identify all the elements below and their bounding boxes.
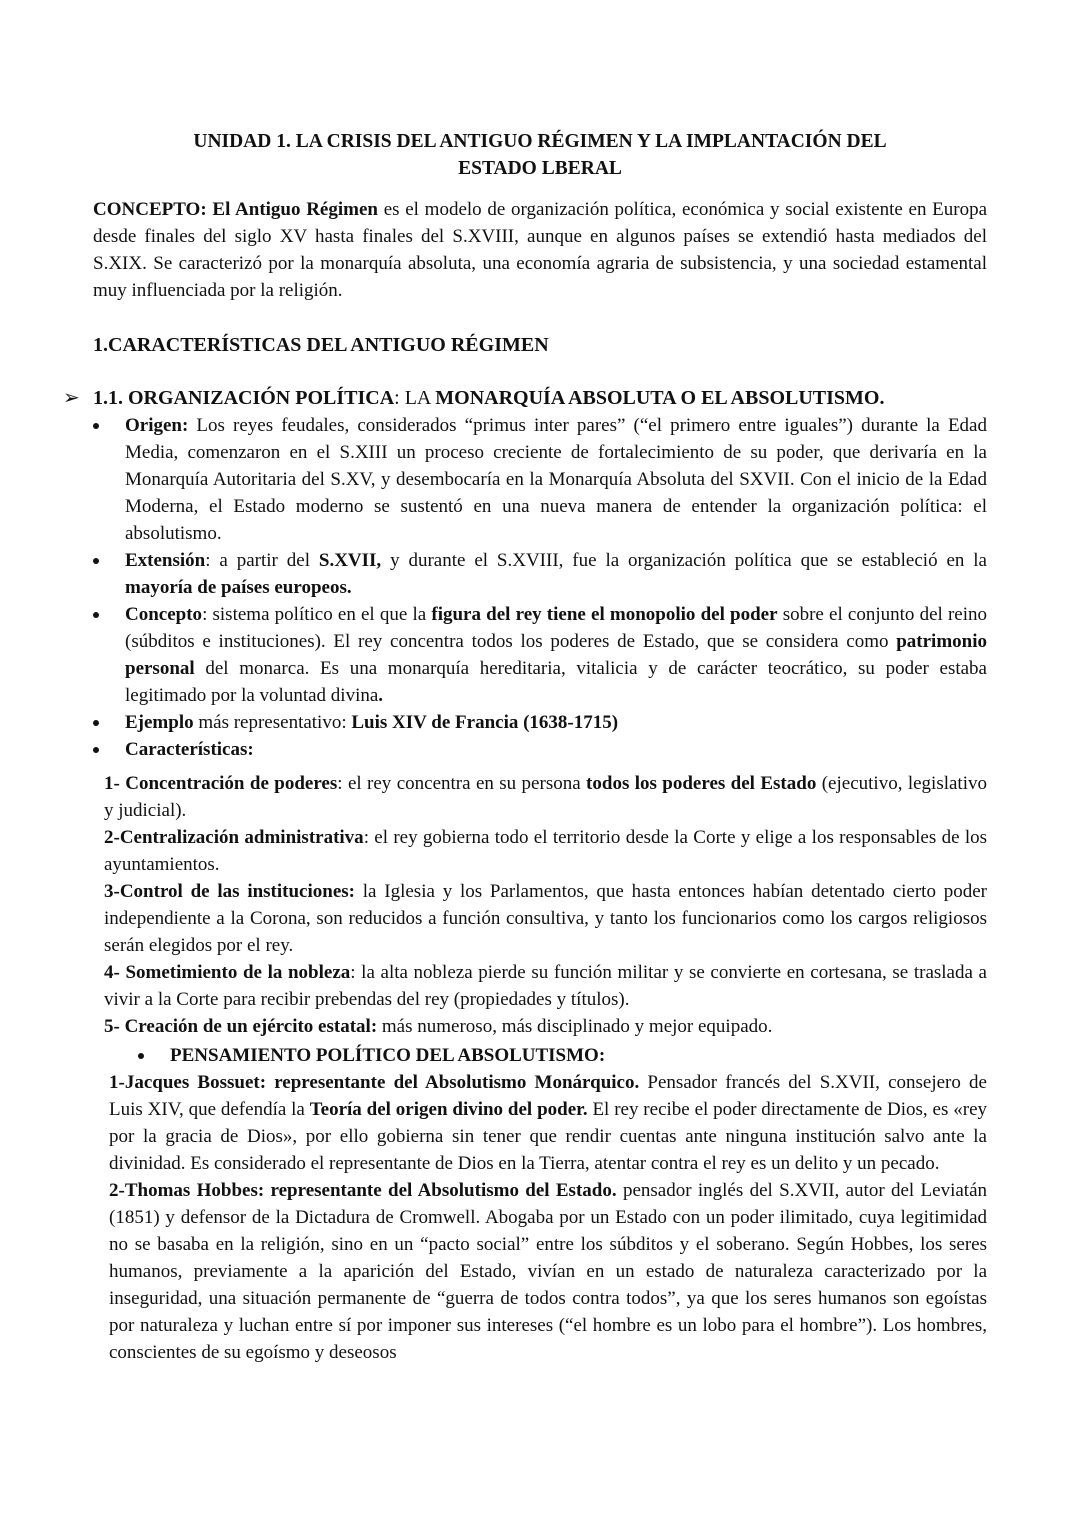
item-3-text: la Iglesia y los Parlamentos, que hasta entonces habían detentado cierto poder independiente a la Corona, son reducidos a función consultiva, y tanto los funcionarios como los cargos religiosos serán elegidos por el rey. (104, 881, 987, 956)
bullet-extension (125, 547, 987, 601)
bullet-caracteristicas (125, 736, 987, 763)
section-heading-1: 1.CARACTERÍSTICAS DEL ANTIGUO RÉGIMEN (93, 334, 549, 356)
section-1-1-label: 1.1. ORGANIZACIÓN POLÍTICA (93, 387, 395, 409)
caracteristicas-label: Características: (125, 739, 254, 760)
section-1-1-sep: : LA (394, 387, 436, 409)
item-3-label: 3-Control de las instituciones: (104, 881, 355, 902)
pensamiento-section (109, 1069, 987, 1366)
page-title (90, 128, 990, 182)
origen-label: Origen: (125, 415, 189, 436)
item-4-label: 4- Sometimiento de la nobleza (104, 962, 351, 983)
bossuet-text-2: El rey recibe el poder directamente de Dios, es «rey por la gracia de Dios», por ello gobierna sin tener que rendir cuentas ante ninguna institución salvo ante la divinidad. Es considerado el representante de Dios en la Tierra, atentar contra el rey es un delito y un pecado. (109, 1099, 987, 1174)
bullet-dot-icon (93, 558, 99, 564)
title-line-2: ESTADO LBERAL (458, 158, 622, 179)
concepto2-label: Concepto (125, 604, 203, 625)
concepto2-bold-3: . (378, 685, 384, 706)
ejemplo-bold: Luis XIV de Francia (1638-1715) (351, 712, 619, 733)
hobbes-label: 2-Thomas Hobbes: representante del Absolutismo del Estado. (109, 1180, 617, 1201)
item-2-label: 2-Centralización administrativa (104, 827, 364, 848)
extension-text-2: y durante el S.XVIII, fue la organización política que se estableció en la (381, 550, 987, 571)
extension-bold-1: S.XVII, (318, 550, 382, 571)
ejemplo-text: más representativo: (193, 712, 352, 733)
numbered-list (104, 770, 987, 1040)
origen-text: Los reyes feudales, considerados “primus inter pares” (“el primero entre iguales”) durante la Edad Media, comenzaron en el S.XIII un proceso creciente de fortalecimiento de su poder, que derivaría en la Monarquía Autoritaria del S.XV, y desembocaría en la Monarquía Absoluta del SXVII. Con el inicio de la Edad Moderna, el Estado moderno se sustentó en una nueva manera de entender la organización política: el absolutismo. (125, 415, 987, 544)
item-1-text: : el rey concentra en su persona (337, 773, 587, 794)
item-1-bold: todos los poderes del Estado (586, 773, 817, 794)
pensamiento-heading (170, 1042, 605, 1069)
arrow-bullet-icon: ➢ (63, 387, 80, 409)
item-4-text: : la alta nobleza pierde su función militar y se convierte en cortesana, se traslada a vivir a la Corte para recibir prebendas del rey (propiedades y títulos). (104, 962, 987, 1010)
item-5-label: 5- Creación de un ejército estatal: (104, 1016, 378, 1037)
numbered-item (104, 878, 987, 959)
bossuet-paragraph (109, 1069, 987, 1177)
section-heading-1-1 (63, 385, 993, 412)
concepto2-text-1: : sistema político en el que la (202, 604, 432, 625)
hobbes-paragraph (109, 1177, 987, 1366)
section-1-1-topic: MONARQUÍA ABSOLUTA O EL ABSOLUTISMO. (435, 387, 885, 409)
bullet-dot-icon (93, 747, 99, 753)
concepto2-bold-2: patrimonio personal (125, 631, 987, 679)
ejemplo-label: Ejemplo (125, 712, 194, 733)
item-1-text-2: (ejecutivo, legislativo y judicial). (104, 773, 987, 821)
title-line-1: UNIDAD 1. LA CRISIS DEL ANTIGUO RÉGIMEN Y LA IMPLANTACIÓN DEL (193, 131, 887, 152)
concepto-label: CONCEPTO: (93, 199, 207, 220)
bossuet-text-1: Pensador francés del S.XVII, consejero de Luis XIV, que defendía la (109, 1072, 987, 1120)
item-2-text: : el rey gobierna todo el territorio desde la Corte y elige a los responsables de los ayuntamientos. (104, 827, 988, 875)
bullet-dot-icon (93, 612, 99, 618)
bullet-ejemplo (125, 709, 987, 736)
concepto2-text-3: del monarca. Es una monarquía hereditaria, vitalicia y de carácter teocrático, su poder estaba legitimado por la voluntad divina (125, 658, 987, 706)
concepto2-bold-1: figura del rey tiene el monopolio del poder (431, 604, 778, 625)
bossuet-bold: Teoría del origen divino del poder. (309, 1099, 588, 1120)
numbered-item (104, 1013, 987, 1040)
numbered-item (104, 959, 987, 1013)
bullet-list (125, 412, 987, 763)
hobbes-text: pensador inglés del S.XVII, autor del Leviatán (1851) y defensor de la Dictadura de Cromwell. Abogaba por un Estado con un poder ilimitado, cuya legitimidad no se basaba en la religión, sino en un “pacto social” entre los súbditos y el soberano. Según Hobbes, los seres humanos, previamente a la aparición del Estado, vivían en un estado de naturaleza caracterizado por la inseguridad, una situación permanente de “guerra de todos contra todos”, ya que los seres humanos son egoístas por naturaleza y luchan entre sí por imponer sus intereses (“el hombre es un lobo para el hombre”). Los hombres, conscientes de su egoísmo y deseosos (109, 1180, 988, 1363)
numbered-item (104, 824, 987, 878)
concepto-paragraph (93, 196, 987, 304)
extension-text-1: : a partir del (205, 550, 319, 571)
bullet-concepto (125, 601, 987, 709)
bullet-origen (125, 412, 987, 547)
bullet-dot-icon (138, 1053, 144, 1059)
extension-bold-2: mayoría de países europeos. (125, 577, 352, 598)
bullet-dot-icon (93, 423, 99, 429)
item-1-label: 1- Concentración de poderes (104, 773, 338, 794)
pensamiento-heading-text: PENSAMIENTO POLÍTICO DEL ABSOLUTISMO: (170, 1045, 606, 1066)
bossuet-label: 1-Jacques Bossuet: representante del Absolutismo Monárquico. (109, 1072, 640, 1093)
bullet-dot-icon (93, 720, 99, 726)
concepto-text: es el modelo de organización política, económica y social existente en Europa desde finales del siglo XV hasta finales del S.XVIII, aunque en algunos países se extendió hasta mediados del S.XIX. Se caracterizó por la monarquía absoluta, una economía agraria de subsistencia, y una sociedad estamental muy influenciada por la religión. (93, 199, 988, 301)
concepto-term: El Antiguo Régimen (212, 199, 378, 220)
item-5-text: más numeroso, más disciplinado y mejor equipado. (377, 1016, 773, 1037)
concepto2-text-2: sobre el conjunto del reino (súbditos e instituciones). El rey concentra todos los poderes de Estado, que se considera como (125, 604, 987, 652)
numbered-item (104, 770, 987, 824)
extension-label: Extensión (125, 550, 206, 571)
